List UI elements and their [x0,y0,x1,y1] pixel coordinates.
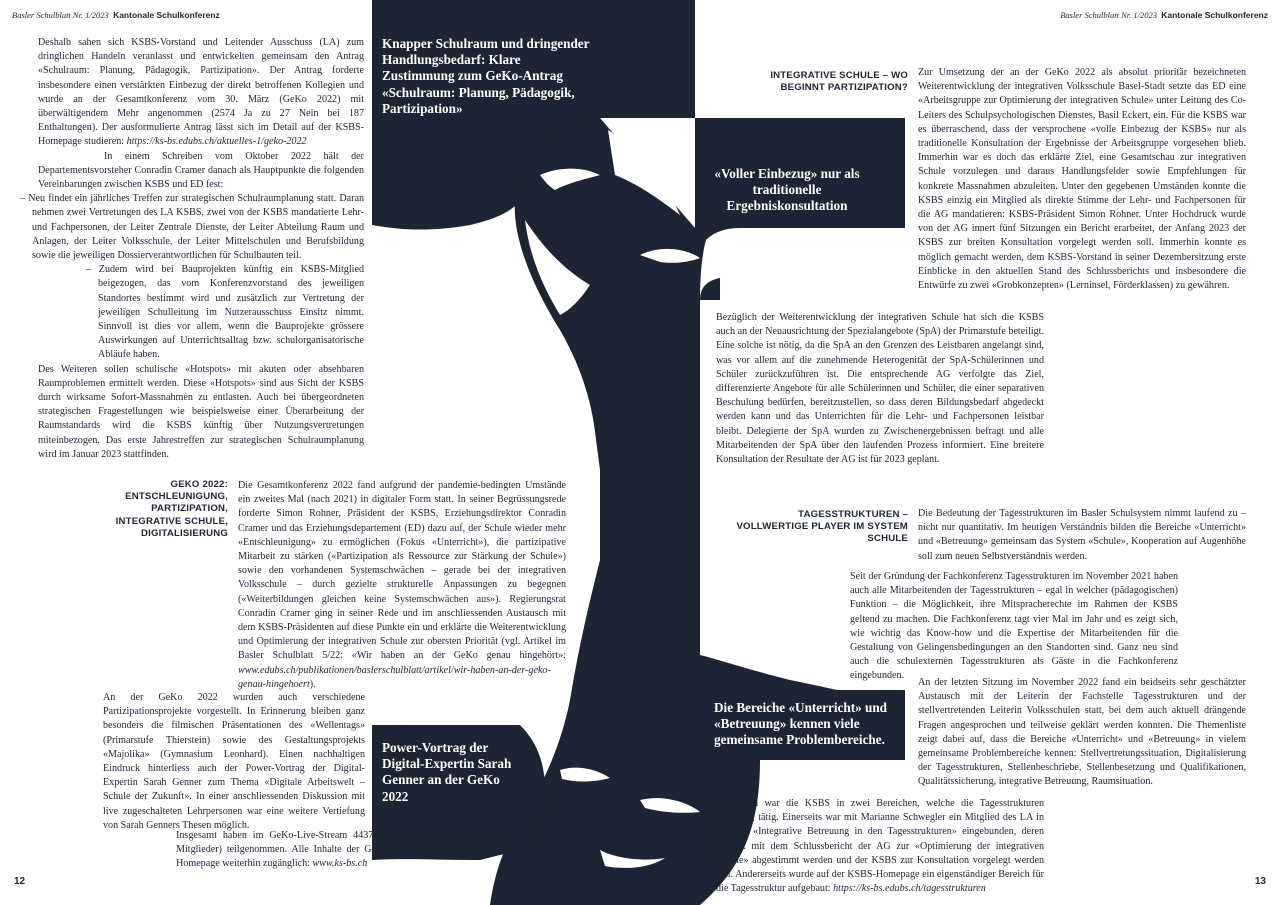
spa-paragraph: Bezüglich der Weiterentwicklung der integrativen Schule hat sich die KSBS auch an der Neuausrichtung der Spezialangebote (SpA) der Primarstufe beteiligt. Eine solche ist nötig, da die SpA an den Grenzen des Leistbaren angelangt sind, was vor allem auf die zunehmende Heterogenität der SpA-Schülerinnen und Schüler zurückzuführen ist. Die entsprechende AG verfolgte das Ziel, differenzierte Angebote für alle Schülerinnen und Schüler, die einer separativen Beschulung bedürfen, bereitzustellen, so dass deren Bildungsbedarf abgedeckt werden kann und das Unterrichten für die Lehr- und Fachpersonen leistbar bleibt. Delegierte der SpA wurden zu Zwischenergebnissen befragt und alle Mitarbeitenden der SpA über den laufenden Prozess informiert. Eine breitere Konsultation der Resultate der AG ist für 2023 geplant. [716,312,1044,466]
tages-column-2 [850,570,1178,684]
tages-paragraph-1: Die Bedeutung der Tagesstrukturen im Basler Schulsystem nimmt laufend zu – nicht nur quantitativ. Im heutigen Verständnis bilden die Bereiche «Unterricht» und «Betreuung» gemeinsam das System «Schule», Kooperation auf Augenhöhe soll zum neuen Selbstverständnis werden. [918,508,1246,562]
section-label: Kantonale Schulkonferenz [113,10,220,20]
intro-paragraph-3: Des Weiteren sollen schulische «Hotspots» mit akuten oder absehbaren Raumproblemen ermittelt werden. Diese «Hotspots» sind aus Sicht der KSBS durch wirksame Sofort-Massnahmen zu entlasten. Auch bei übergeordneten strategischen Fragestellungen wie beispielsweise einer Überarbeitung der Raumstandards wird die KSBS künftig über Nutzungsvertretungen miteinbezogen. Das erste Jahrestreffen zur strategischen Schulraumplanung wird im Januar 2023 stattfinden. [38,363,364,460]
integrative-column [918,66,1246,293]
pull-quote-top: Knapper Schulraum und dringender Handlungsbedarf: Klare Zustimmung zum GeKo-Antrag «Schulraum: Planung, Pädagogik, Partizipation» [382,36,590,116]
pull-quote-lower: Die Bereiche «Unterricht» und «Betreuung» kennen viele gemeinsame Problembereiche. [714,700,887,748]
ks-bs-link[interactable]: www.ks-bs.ch [312,858,368,870]
tages-column-3 [918,676,1246,790]
schulblatt-link[interactable]: www.edubs.ch/publikationen/baslerschulblatt/artikel/wir-haben-an-der-geko-genau-hingehoert [238,664,551,690]
stream-paragraph: Insgesamt haben im GeKo-Live-Stream 4437 Personen (Gäste und KSBS-Mitglieder) teilgenommen. Alle Inhalte der GeKo 2022 sind auf der KSBS-Homepage weiterhin zugänglich: www.ks-bs.ch [176,830,504,870]
spa-column [716,311,1044,467]
pull-quote-bottom: Power-Vortrag der Digital-Expertin Sarah Genner an der GeKo 2022 [382,740,512,804]
tages-paragraph-2: Seit der Gründung der Fachkonferenz Tagesstrukturen im November 2021 haben auch alle Mitarbeitenden der Tagesstrukturen – egal in welcher (pädagogischen) Funktion – die Möglichkeit, ihre Mitspracherechte im Rahmen der KSBS geltend zu machen. Die Fachkonferenz tagt vier Mal im Jahr und es zeigt sich, wie wichtig das Know-how und die Expertise der Mitarbeitenden für die Gestaltung von Gelingensbedingungen an den Standorten sind. Ganz neu sind auch die schulexternen Tagesstrukturen als Gäste in die Fachkonferenz eingebunden. [850,571,1178,682]
geko-paragraph: Die Gesamtkonferenz 2022 fand aufgrund der pandemie-bedingten Umstände ein zweites Mal (nach 2021) in digitaler Form statt. In seiner Begrüssungsrede forderte Simon Rohner, Präsident der KSBS, Erziehungsdirektor Conradin Cramer und das Erziehungsdepartement (ED) dazu auf, der Schule wieder mehr «Entschleunigung» zu ermöglichen (Fokus «Unterricht»), die partizipative Mitarbeit zu stärken («Partizipation als Ressource zur Stärkung der Schule») sowie den vorhandenen Systemschwächen – gerade bei der integrativen Volksschule – durch gezielte strukturelle Anpassungen zu begegnen («Weiterbildungen gleichen keine Systemschwächen aus»). Regierungsrat Conradin Cramer ging in seiner Rede und im anschliessenden Austausch mit dem KSBS-Präsidenten auf diese Punkte ein und erklärte die Weiterentwicklung und Optimierung der integrativen Schule zur obersten Priorität (vgl. Artikel im Basler Schulblatt 5/22: «Wir haben an der GeKo genau hingehört»: www.edubs.ch/publikationen/baslerschulblatt/artikel/wir-haben-an-der-geko-genau-hingehoert). [238,480,566,690]
closing-column [716,797,1044,896]
bullet-item-1: – Neu findet ein jährliches Treffen zur strategischen Schulraumplanung statt. Daran nehmen zwei Vertretungen des LA KSBS, zwei von der KSBS mandatierte Lehr- und Fachpersonen, der Leiter Zentrale Dienste, der Leiter Abteilung Raum und Anlagen, der Leiter Volksschule, der Leiter Mittelschulen und Berufsbildung sowie die jeweiligen Dossierverantwortlichen für Schulbauten teil. [20,193,364,262]
geko-heading: GEKO 2022: ENTSCHLEUNIGUNG, PARTIZIPATION, INTEGRATIVE SCHULE, DIGITALISIERUNG [115,479,228,539]
projects-column [103,691,365,833]
issue-label: Basler Schulblatt Nr. 1/2023 [1060,10,1157,20]
geko-link[interactable]: https://ks-bs.edubs.ch/aktuelles-1/geko-2022 [126,136,307,148]
running-head-right [1060,10,1268,20]
page-number-right: 13 [1254,876,1266,887]
page-number-left: 12 [14,876,26,887]
intro-paragraph-1: Deshalb sahen sich KSBS-Vorstand und Leitender Ausschuss (LA) zum dringlichen Handeln veranlasst und entwickelten gemeinsam den Antrag «Schulraum: Planung, Pädagogik, Partizipation». Der Antrag forderte insbesondere einen verstärkten Einbezug der direkt betroffenen Kollegien und wurde an der Gesamtkonferenz vom 30. März (GeKo 2022) mit überwältigendem Mehr angenommen (2574 Ja zu 27 Nein bei 187 Enthaltungen). Der ausformulierte Antrag lässt sich im Detail auf der KSBS-Homepage studieren: https://ks-bs.edubs.ch/aktuelles-1/geko-2022 [38,37,364,148]
section-label: Kantonale Schulkonferenz [1161,10,1268,20]
closing-paragraph: Zusätzlich war die KSBS in zwei Bereichen, welche die Tagesstrukturen betreffen, tätig. Einerseits war mit Marianne Schwegler ein Mitglied des LA in die AG «Integrative Betreuung in den Tagesstrukturen» eingebunden, deren Bericht mit dem Schlussbericht der AG zur «Optimierung der integrativen Schule» abgestimmt werden und der KSBS zur Konsultation vorgelegt werden soll. Andererseits wurde auf der KSBS-Homepage ein eigenständiger Bereich für die Tagesstruktur aufgebaut: https://ks-bs.edubs.ch/tagesstrukturen [716,798,1044,895]
projects-paragraph: An der GeKo 2022 wurden auch verschiedene Partizipationsprojekte vorgestellt. In Erinnerung bleiben ganz besonders die filmischen Präsentationen des «Wellentags» (Primarstufe Thierstein) sowie des Gestaltungsprojekts «Majolika» (Gymnasium Leonhard). Einen nachhaltigen Eindruck hinterliess auch der Power-Vortrag der Digital-Expertin Sarah Genner zum Thema «Digitale Arbeitswelt – Schule der Zukunft». In einer anschliessenden Diskussion mit live zugeschalteten Lehrpersonen war eine weitere Vertiefung von Sarah Genners Thesen möglich. [103,692,365,831]
tages-paragraph-3: An der letzten Sitzung im November 2022 fand ein beidseits sehr geschätzter Austausch mit der Leiterin der Fachstelle Tagesstrukturen und der stellvertretenden Leiterin Volksschulen statt, bei dem auch aktuell drängende Fragen angesprochen und teilweise geklärt werden konnten. Die Themenliste zeigt dabei auf, dass die Bereiche «Unterricht» und «Betreuung» in vielem gemeinsame Problembereiche kennen: Stellvertretungssituation, Digitalisierung der Tagesstrukturen, Stellenbeschriebe, Stellenbesetzung und Qualifikationen, Qualitätssicherung, integrative Betreuung, Raumsituation. [918,677,1246,788]
pull-quote-middle: «Voller Einbezug» nur als traditionelle Ergebniskonsultation [714,166,860,214]
stream-column [176,829,504,872]
running-head-left [12,10,220,20]
geko-column [238,479,566,692]
integrative-paragraph: Zur Umsetzung der an der GeKo 2022 als absolut prioritär bezeichneten Weiterentwicklung der integrativen Volksschule Basel-Stadt setzte das ED eine «Arbeitsgruppe zur Optimierung der integrativen Schule» unter Leitung des Co-Leiters des Schulpsychologischen Dienstes, Basil Eckert, ein. Für die KSBS war es überraschend, dass der versprochene «volle Einbezug der KSBS» nur als traditionelle Konsultation der Ergebnisse der Arbeitsgruppe vorgesehen blieb. Immerhin war es doch das erklärte Ziel, eine Gesamtschau zur integrativen Schule vorzulegen und daraus Handlungsfelder sowie Empfehlungen für konkrete Massnahmen abzuleiten. Unter den gegebenen Umständen konnte die KSBS einzig ein Mitglied als direkte Stimme der Lehr- und Fachpersonen für die AG mandatieren: KSBS-Präsident Simon Rohner. Unter Hochdruck wurde von der AG innert fünf Sitzungen ein Bericht erarbeitet, der Anfang 2023 der KSBS zur breiten Konsultation vorgelegt werden soll. Immerhin konnte es möglich gemacht werden, dem KSBS-Vorstand in seiner Dezembersitzung erste Einblicke in den aktuellen Stand des Schlussberichts und insbesondere die Entwürfe zu zwei «Grobkonzepten» (Lerninsel, Förderklassen) zu gewähren. [918,67,1246,292]
tagesstrukturen-link[interactable]: https://ks-bs.edubs.ch/tagesstrukturen [833,883,986,895]
bullet-item-2: – Zudem wird bei Bauprojekten künftig ein KSBS-Mitglied beigezogen, das vom Konferenzvorstand des jeweiligen Standortes bestimmt wird und zusätzlich zur Vertretung der jeweiligen Schulleitung im Nutzerausschuss Einsitz nimmt. Sinnvoll ist dies vor allem, wenn die Bauprojekte grössere Auswirkungen auf Unterrichtsalltag bzw. schulorganisatorische Abläufe haben. [86,264,364,361]
tages-heading: TAGESSTRUKTUREN – VOLLWERTIGE PLAYER IM SYSTEM SCHULE [736,509,908,545]
intro-paragraph-2: In einem Schreiben vom Oktober 2022 hält der Departementsvorsteher Conradin Cramer danach als Hauptpunkte die folgenden Vereinbarungen zwischen KSBS und ED fest: [38,150,364,191]
issue-label: Basler Schulblatt Nr. 1/2023 [12,10,109,20]
intro-column [20,36,364,462]
tages-column-1 [918,507,1246,564]
integrative-heading: INTEGRATIVE SCHULE – WO BEGINNT PARTIZIPATION? [770,70,908,94]
